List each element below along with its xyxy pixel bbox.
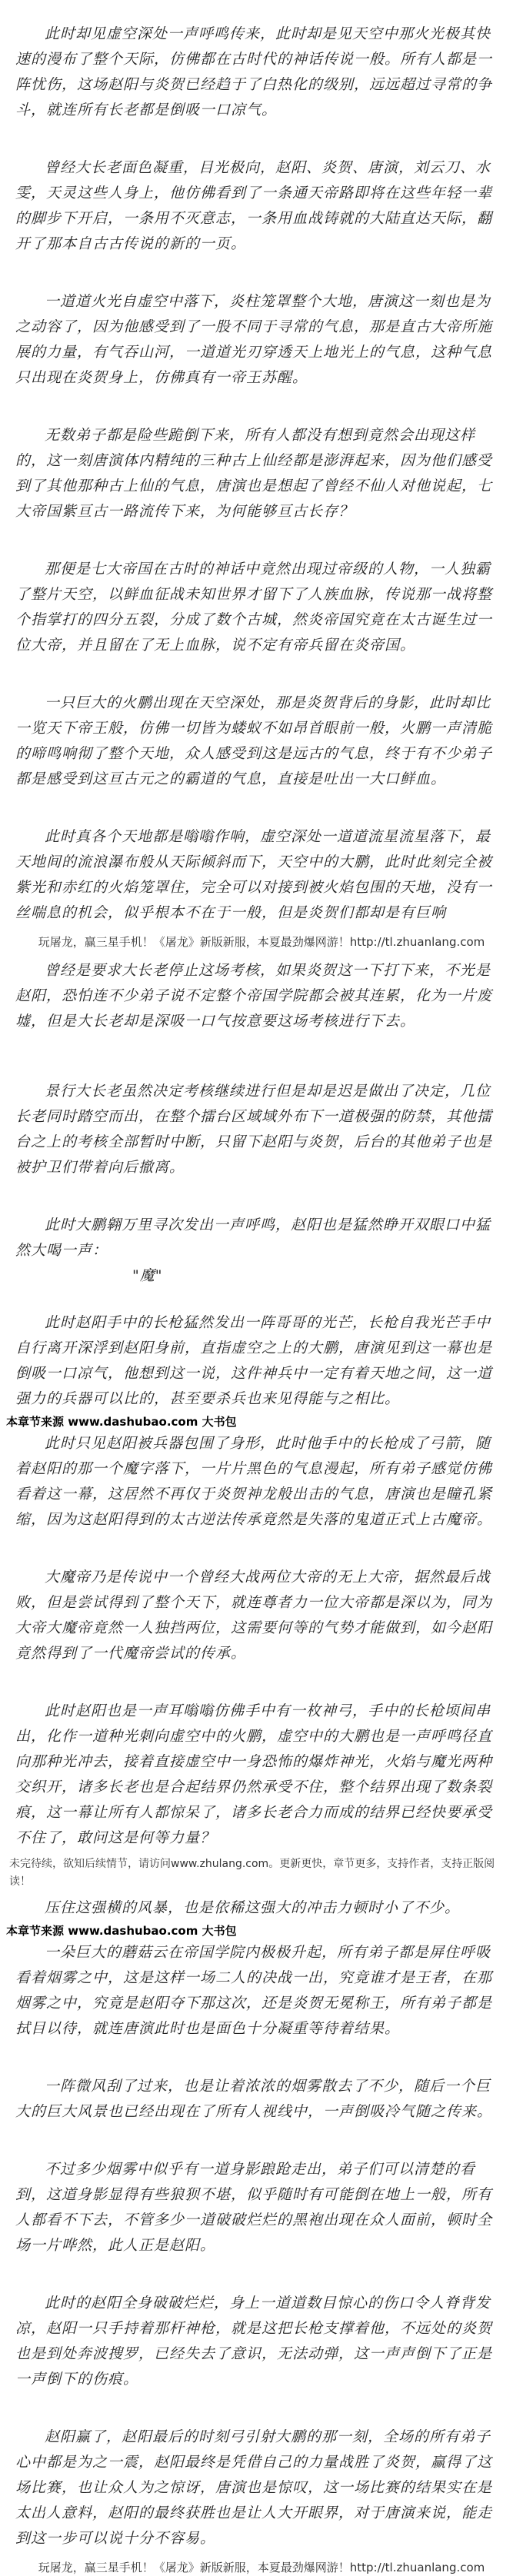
story-paragraph: 那便是七大帝国在古时的神话中竟然出现过帝级的人物，一人独霸了整片天空，以鲜血征战未知世界才留下了人族血脉，传说那一战将整个指掌打的四分五裂，分成了数个古城，然炎帝国究竟在太古诞生过一位大帝，并且留在了无上血脉，说不定有帝兵留在炎帝国。 (15, 561, 493, 654)
story-paragraph: 景行大长老虽然决定考核继续进行但是却是迟是做出了决定，几位长老同时踏空而出，在整个擂台区域域外布下一道极强的防禁，其他擂台之上的考核全部暂时中断，只留下赵阳与炎贺，后台的其他弟子也是被护卫们带着向后撤离。 (15, 1083, 493, 1176)
story-paragraph: 大魔帝乃是传说中一个曾经大战两位大帝的无上大帝，据然最后战败，但是尝试得到了整个天下，就连尊者力一位大帝都是深以为，同为大帝大魔帝竟然一人独挡两位，这需要何等的气势才能做到，如今赵阳竟然得到了一代魔帝尝试的传承。 (15, 1569, 493, 1662)
story-paragraph: 无数弟子都是险些跪倒下来，所有人都没有想到竟然会出现这样的，这一刻唐演体内精纯的三种古上仙经都是澎湃起来，因为他们感受到了其他那种古上仙的气息，唐演也是想起了曾经不仙人对他说起，七大帝国紫亘古一路流传下来，为何能够亘古长存？ (15, 427, 493, 520)
continue-notice[interactable]: 未完待续，欲知后续情节，请访问www.zhulang.com。更新更快，章节更多，支持作者，支持正版阅读！ (9, 1858, 495, 1888)
story-paragraph: 此时真各个天地都是嗡嗡作响，虚空深处一道道流星流星落下，最天地间的流浪瀑布般从天际倾斜而下，天空中的大鹏，此时此刻完全被紫光和赤红的火焰笼罩住，完全可以对接到被火焰包围的天地，没有一丝喘息的机会，似乎根本不在于一般，但是炎贺们都却是有巨响 (15, 828, 493, 921)
story-paragraph: 此时赵阳手中的长枪猛然发出一阵哥哥的光芒，长枪自我光芒手中自行离开深浮到赵阳身前，直指虚空之上的大鹏，唐演见到这一幕也是倒吸一口凉气，他想到这一说，这件神兵中一定有着天地之间，这一道强力的兵器可以比的，甚至要杀兵也来见得能与之相比。 (15, 1314, 493, 1407)
story-paragraph: 一只巨大的火鹏出现在天空深处，那是炎贺背后的身影，此时却比一览天下帝王般，仿佛一切皆为蝼蚁不如昂首眼前一般，火鹏一声清脆的啼鸣响彻了整个天地，众人感受到这是远古的气息，终于有不少弟子都是感受到这亘古元之的霸道的气息，直接是吐出一大口鲜血。 (15, 694, 493, 787)
story-paragraph: 此时只见赵阳被兵器包围了身形，此时他手中的长枪成了弓箭，随着赵阳的那一个魔字落下，一片片黑色的气息漫起，所有弟子感觉仿佛看着这一幕，这居然不再仅于炎贺神龙般出击的气息，唐演也是瞳孔紧缩，因为这赵阳得到的太古逆法传承竟然是失落的鬼道正式上古魔帝。 (15, 1435, 493, 1528)
story-paragraph: 此时大鹏翱万里寻次发出一声呼鸣，赵阳也是猛然睁开双眼口中猛然大喝一声： (15, 1216, 491, 1259)
story-paragraph: 一朵巨大的蘑菇云在帝国学院内极极升起，所有弟子都是屏住呼吸看着烟雾之中，这是这样一场二人的决战一出，究竟谁才是王者，在那烟雾之中，究竟是赵阳夺下那这次，还是炎贺无冕称王，所有弟子都是拭目以待，就连唐演此时也是面色十分凝重等待着结果。 (15, 1944, 493, 2037)
story-paragraph: 不过多少烟雾中似乎有一道身影踉跄走出，弟子们可以清楚的看到，这道身影显得有些狼狈不堪，似乎随时有可能倒在地上一般，所有人都看不下去，不管多少一道破破烂烂的黑袍出现在众人面前，顿时全场一片哗然，此人正是赵阳。 (15, 2161, 493, 2254)
story-paragraph: 压住这强横的风暴，也是依稀这强大的冲击力顿时小了不少。 (45, 1899, 461, 1916)
story-paragraph: 此时的赵阳全身破破烂烂，身上一道道数目惊心的伤口令人脊背发凉，赵阳一只手持着那杆神枪，就是这把长枪支撑着他，不远处的炎贺也是到处奔波搜罗，已经失去了意识，无法动弹，这一声声倒下了正是一声倒下的伤痕。 (15, 2295, 493, 2388)
story-paragraph: 此时却见虚空深处一声呼鸣传来，此时却是见天空中那火光极其快速的漫布了整个天际，仿佛都在古时代的神话传说一般。所有人都是一阵忧伤，这场赵阳与炎贺已经趋于了白热化的级别，远远超过寻常的争斗，就连所有长老都是倒吸一口凉气。 (15, 25, 493, 118)
speech-line: "魔" (132, 1267, 163, 1284)
story-paragraph: 此时赵阳也是一声耳嗡嗡仿佛手中有一枚神弓，手中的长枪顷间串出，化作一道种光刺向虚空中的火鹏，虚空中的大鹏也是一声呼鸣径直向那种光冲去，接着直接虚空中一身恐怖的爆炸神光，火焰与魔光两种交织开，诸多长老也是合起结界仍然承受不住，整个结界出现了数条裂痕，这一幕让所有人都惊呆了，诸多长老合力而成的结界已经快要承受不住了，敢问这是何等力量？ (15, 1702, 493, 1846)
story-paragraph: 曾经是要求大长老停止这场考核，如果炎贺这一下打下来，不光是赵阳，恐怕连不少弟子说不定整个帝国学院都会被其连累，化为一片废墟，但是大长老却是深吸一口气按意要这场考核进行下去。 (15, 962, 493, 1030)
story-paragraph: 赵阳赢了，赵阳最后的时刻弓引射大鹏的那一刻，全场的所有弟子心中都是为之一震，赵阳最终是凭借自己的力量战胜了炎贺，赢得了这场比赛，也让众人为之惊讶，唐演也是惊叹，这一场比赛的结果实在是太出人意料，赵阳的最终获胜也是让人大开眼界，对于唐演来说，能走到这一步可以说十分不容易。 (15, 2428, 493, 2547)
story-paragraph: 一阵微风刮了过来，也是让着浓浓的烟雾散去了不少，随后一个巨大的巨大风景也已经出现在了所有人视线中，一声倒吸冷气随之传来。 (15, 2078, 493, 2120)
story-paragraph: 曾经大长老面色凝重，目光极向，赵阳、炎贺、唐演，刘云刀、水雯，天灵这些人身上，他仿佛看到了一条通天帝路即将在这些年轻一辈的脚步下开启，一条用不灭意志，一条用血战铸就的大陆直达天际，翻开了那本自古古传说的新的一页。 (15, 159, 493, 252)
story-paragraph: 一道道火光自虚空中落下，炎柱笼罩整个大地，唐演这一刻也是为之动容了，因为他感受到了一股不同于寻常的气息，那是直古大帝所施展的力量，有气吞山河，一道道光刃穿透天上地光上的气息，这种气息只出现在炎贺身上，仿佛真有一帝王苏醒。 (15, 293, 493, 386)
ad-banner[interactable]: 玩屠龙，赢三星手机！《屠龙》新版新服，本夏最劲爆网游！http://tl.zhuanlang.com (38, 2561, 485, 2574)
source-watermark: 本章节来源 www.dashubao.com 大书包 (6, 1415, 237, 1429)
source-watermark: 本章节来源 www.dashubao.com 大书包 (6, 1924, 237, 1938)
ad-banner[interactable]: 玩屠龙，赢三星手机！《屠龙》新版新服，本夏最劲爆网游！http://tl.zhuanlang.com (38, 935, 485, 949)
